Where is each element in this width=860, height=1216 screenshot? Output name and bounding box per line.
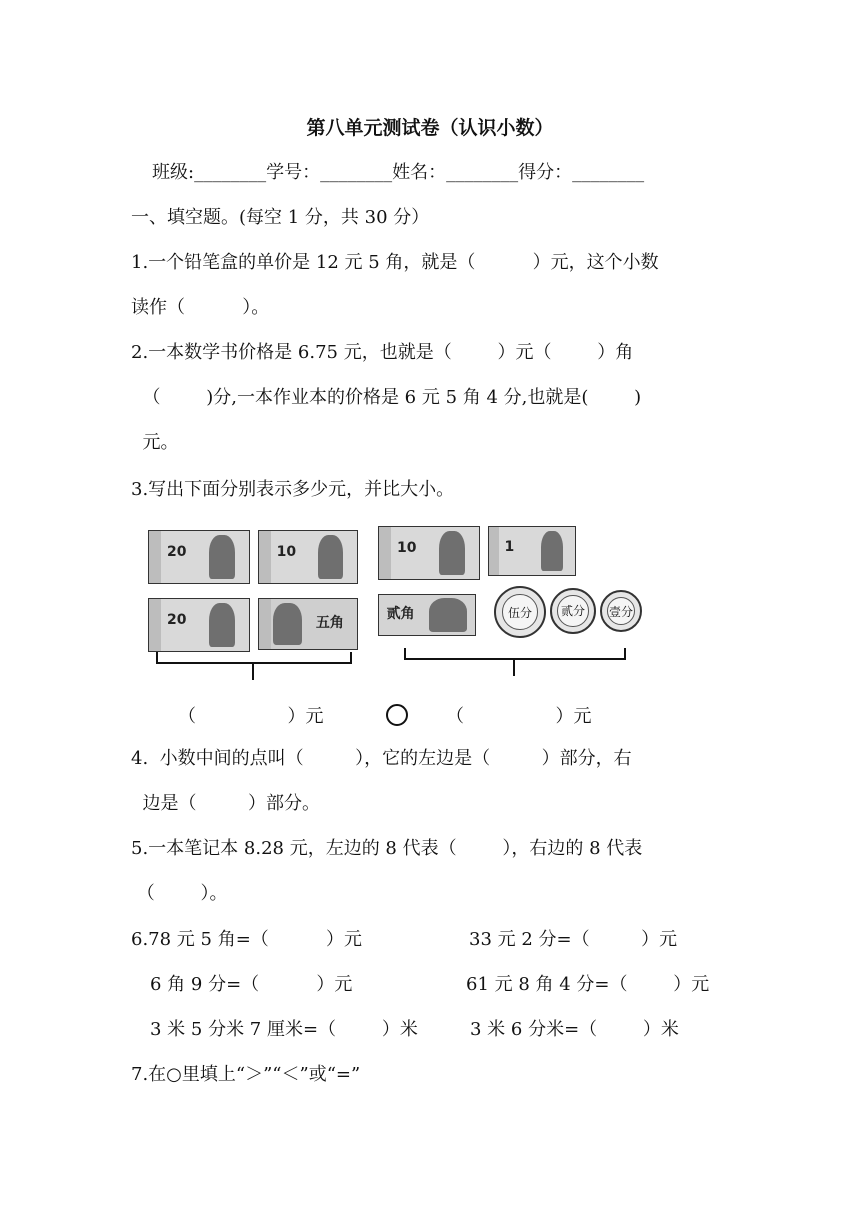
banknote-denomination: 20 <box>167 612 187 628</box>
banknote-denomination: 五角 <box>315 614 344 631</box>
question-6-row-1-right: 33 元 2 分=（ ）元 <box>469 929 678 950</box>
question-4-line-2: 边是（ ）部分。 <box>131 793 320 814</box>
page-title: 第八单元测试卷（认识小数） <box>306 117 554 139</box>
question-6-row-2-right: 61 元 8 角 4 分=（ ）元 <box>466 974 710 995</box>
banknote-denomination: 1 <box>504 539 515 555</box>
banknote-2-jiao <box>378 594 476 636</box>
question-4-line-1: 4. 小数中间的点叫（ ），它的左边是（ ）部分，右 <box>131 748 632 769</box>
comparison-circle[interactable] <box>386 704 408 726</box>
banknote-denomination: 贰角 <box>386 606 415 622</box>
coin-label: 伍分 <box>507 605 532 620</box>
question-6-row-3-left: 3 米 5 分米 7 厘米=（ ）米 <box>150 1019 418 1040</box>
coin-label: 贰分 <box>560 604 585 619</box>
right-group-bracket <box>404 648 626 660</box>
banknote-10-yuan-2 <box>378 526 480 580</box>
right-bracket-stem <box>513 660 515 676</box>
question-1-line-1: 1.一个铅笔盒的单价是 12 元 5 角，就是（ ）元，这个小数 <box>131 252 659 273</box>
question-6-row-2-left: 6 角 9 分=（ ）元 <box>150 974 353 995</box>
banknote-denomination: 20 <box>167 544 187 560</box>
banknote-denomination: 10 <box>397 540 417 556</box>
question-2-line-3: 元。 <box>131 432 179 453</box>
left-answer-blank[interactable]: （ ）元 <box>178 706 324 727</box>
left-bracket-stem <box>252 664 254 680</box>
banknote-10-yuan <box>258 530 358 584</box>
coin-2-fen <box>550 588 596 634</box>
banknote-5-jiao <box>258 598 358 650</box>
question-5-line-1: 5.一本笔记本 8.28 元，左边的 8 代表（ ），右边的 8 代表 <box>131 838 643 859</box>
right-answer-blank[interactable]: （ ）元 <box>446 706 592 727</box>
section-heading: 一、填空题。(每空 1 分，共 30 分） <box>131 207 430 228</box>
left-group-bracket <box>156 652 352 664</box>
banknote-20-yuan-2 <box>148 598 250 652</box>
question-3-line-1: 3.写出下面分别表示多少元，并比大小。 <box>131 479 455 500</box>
banknote-denomination: 10 <box>276 544 297 560</box>
question-1-line-2: 读作（ ）。 <box>131 297 270 318</box>
question-2-line-1: 2.一本数学书价格是 6.75 元，也就是（ ）元（ ）角 <box>131 342 634 363</box>
question-6-row-3-right: 3 米 6 分米=（ ）米 <box>470 1019 679 1040</box>
question-5-line-2: （ ）。 <box>131 883 228 904</box>
question-6-row-1-left: 6.78 元 5 角=（ ）元 <box>131 929 362 950</box>
student-info-line: 班级:________学号：________姓名：________得分：________ <box>152 162 645 183</box>
coin-1-fen <box>600 590 642 632</box>
coin-label: 壹分 <box>608 604 633 619</box>
banknote-1-yuan <box>488 526 576 576</box>
question-7-line-1: 7.在○里填上“＞”“＜”或“=” <box>131 1064 361 1085</box>
coin-5-fen <box>494 586 546 638</box>
banknote-20-yuan <box>148 530 250 584</box>
question-2-line-2: （ )分,一本作业本的价格是 6 元 5 角 4 分,也就是( ) <box>131 387 642 408</box>
